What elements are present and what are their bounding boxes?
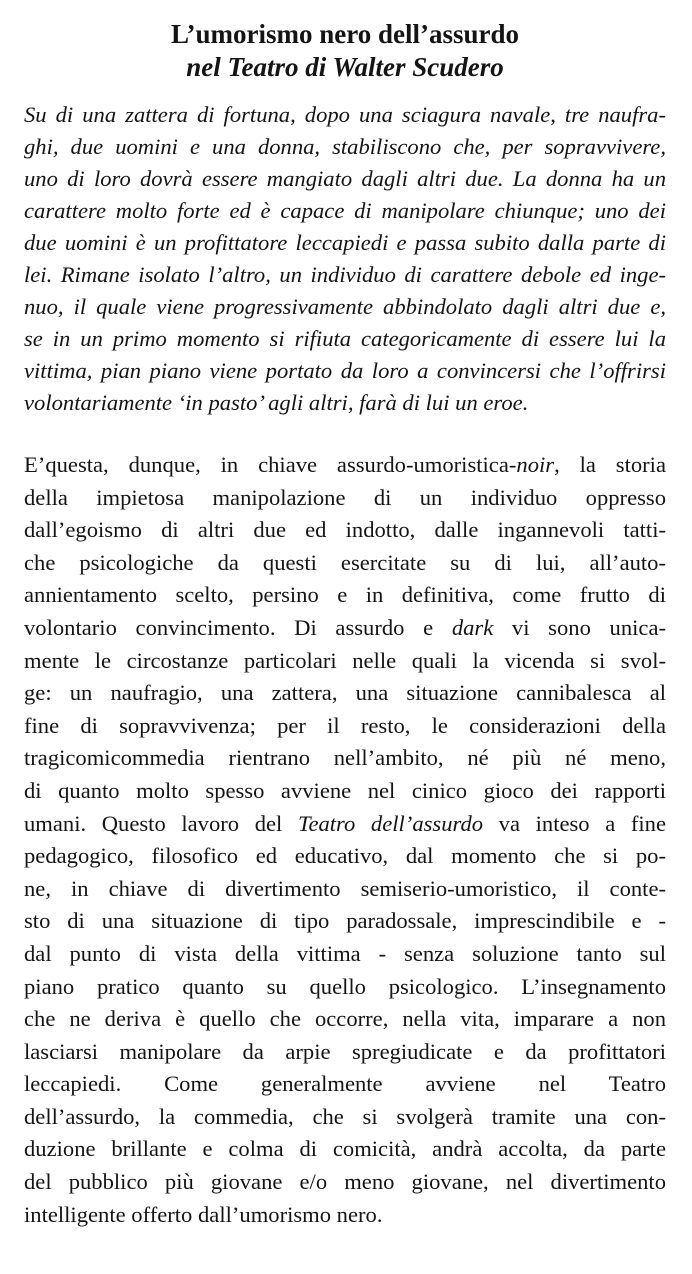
synopsis-line: Su di una zattera di fortuna, dopo una sciagura navale, tre naufra- [24, 102, 666, 127]
body-line [24, 449, 666, 482]
synopsis-line: lei. Rimane isolato l’altro, un individuo di carattere debole ed inge- [24, 262, 666, 287]
body-line: duzione brillante e colma di comicità, andrà accolta, da parte [24, 1136, 666, 1162]
synopsis-line: uno di loro dovrà essere mangiato dagli altri due. La donna ha un [24, 166, 666, 191]
body-emphasis: noir [516, 452, 555, 477]
body-line: pedagogico, filosofico ed educativo, dal momento che si po- [24, 843, 666, 869]
body-line: mente le circostanze particolari nelle quali la vicenda si svol- [24, 647, 666, 673]
page-title [24, 18, 666, 84]
synopsis-line: volontariamente ‘in pasto’ agli altri, farà di lui un eroe. [24, 390, 529, 415]
body-line [24, 612, 666, 645]
body-text-run: E’questa, dunque, in chiave assurdo-umoristica- [24, 452, 517, 477]
body-paragraph [24, 449, 666, 1231]
body-line [24, 808, 666, 841]
body-emphasis: Teatro dell’assurdo [297, 810, 484, 836]
synopsis-line: carattere molto forte ed è capace di manipolare chiunque; uno dei [24, 198, 666, 223]
body-line: ge: un naufragio, una zattera, una situazione cannibalesca al [24, 680, 666, 706]
body-line: che psicologiche da questi esercitate su di lui, all’auto- [24, 549, 666, 575]
body-line: fine di sopravvivenza; per il resto, le considerazioni della [24, 712, 666, 738]
synopsis-line: due uomini è un profittatore leccapiedi e passa subito dalla parte di [24, 230, 666, 255]
body-line: del pubblico più giovane e/o meno giovane, nel divertimento [24, 1169, 666, 1195]
body-line: ne, in chiave di divertimento semiserio-umoristico, il conte- [24, 875, 666, 901]
body-line: lasciarsi manipolare da arpie spregiudicate e da profittatori [24, 1038, 666, 1064]
synopsis-line: vittima, pian piano viene portato da loro a convincersi che l’offrirsi [24, 358, 666, 383]
body-line: intelligente offerto dall’umorismo nero. [24, 1201, 383, 1227]
body-text-run: vi sono unica- [493, 614, 666, 640]
title-line-2: nel Teatro di Walter Scudero [186, 52, 504, 82]
body-text-run: volontario convincimento. Di assurdo e [24, 614, 452, 640]
body-line: piano pratico quanto su quello psicologico. L’insegnamento [24, 973, 666, 999]
body-line: dell’assurdo, la commedia, che si svolgerà tramite una con- [24, 1103, 666, 1129]
body-line: che ne deriva è quello che occorre, nella vita, imparare a non [24, 1006, 666, 1032]
body-line: dal punto di vista della vittima - senza soluzione tanto sul [24, 940, 666, 966]
body-text-run: va inteso a fine [483, 810, 667, 836]
synopsis-line: nuo, il quale viene progressivamente abbindolato dagli altri due e, [24, 294, 666, 319]
synopsis-line: se in un primo momento si rifiuta categoricamente di essere lui la [24, 326, 666, 351]
body-line: annientamento scelto, persino e in definitiva, come frutto di [24, 582, 666, 608]
body-line: leccapiedi. Come generalmente avviene nel Teatro [24, 1071, 666, 1097]
synopsis-paragraph [24, 99, 666, 419]
body-text-run: , la storia [554, 452, 666, 477]
body-text-run: umani. Questo lavoro del [24, 810, 298, 836]
body-line: dall’egoismo di altri due ed indotto, dalle ingannevoli tatti- [24, 517, 666, 543]
body-line: tragicomicommedia rientrano nell’ambito, né più né meno, [24, 745, 666, 771]
body-line: sto di una situazione di tipo paradossale, imprescindibile e - [24, 908, 666, 934]
synopsis-line: ghi, due uomini e una donna, stabiliscono che, per sopravvivere, [24, 134, 666, 159]
title-line-1: L’umorismo nero dell’assurdo [170, 19, 520, 49]
body-line: di quanto molto spesso avviene nel cinico gioco dei rapporti [24, 777, 666, 803]
body-line: della impietosa manipolazione di un individuo oppresso [24, 484, 666, 510]
body-emphasis: dark [451, 614, 494, 640]
